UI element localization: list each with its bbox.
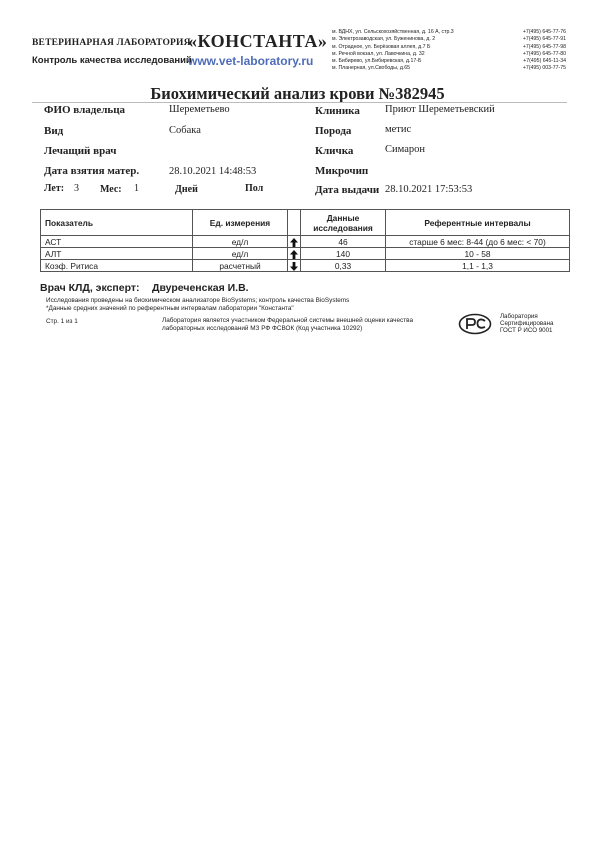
up-arrow-icon bbox=[290, 250, 298, 259]
expert-doctor-label: Врач КЛД, эксперт: bbox=[40, 282, 140, 294]
row-reference: 1,1 - 1,3 bbox=[386, 260, 570, 272]
table-row bbox=[41, 248, 570, 260]
issue-date-value: 28.10.2021 17:53:53 bbox=[385, 184, 473, 195]
address-row bbox=[332, 51, 566, 58]
up-arrow-icon bbox=[290, 238, 298, 247]
address-text: м. Электрозаводская, ул. Буженинова, д. 2 bbox=[332, 36, 436, 43]
lab-website-link[interactable]: www.vet-laboratory.ru bbox=[188, 54, 314, 68]
species-label: Вид bbox=[44, 125, 64, 137]
species-value: Собака bbox=[169, 125, 201, 136]
phone-text: +7(495) 645-77-98 bbox=[522, 43, 566, 50]
phone-text: +7(495) 003-77-75 bbox=[522, 65, 566, 72]
address-row bbox=[332, 58, 566, 65]
owner-value: Шереметьево bbox=[169, 104, 230, 115]
nickname-value: Симарон bbox=[385, 144, 425, 155]
phone-text: +7(495) 645-77-80 bbox=[522, 50, 566, 57]
lab-type-text: ВЕТЕРИНАРНАЯ ЛАБОРАТОРИЯ bbox=[32, 38, 191, 48]
sample-date-label: Дата взятия матер. bbox=[44, 165, 140, 177]
row-indicator: АСТ bbox=[41, 236, 193, 248]
phone-text: +7(495) 645-77-91 bbox=[522, 36, 566, 43]
header-data: Данные исследования bbox=[301, 210, 386, 236]
owner-label: ФИО владельца bbox=[44, 104, 126, 116]
address-text: м. Речной вокзал, ул. Лавочкина, д. 32 bbox=[332, 50, 425, 57]
phone-text: +7(495) 645-11-34 bbox=[523, 58, 566, 65]
header-unit: Ед. измерения bbox=[193, 210, 288, 236]
address-text: м. Бибирево, ул.Бибиревская, д.17-Б bbox=[332, 58, 422, 65]
row-indicator: Коэф. Ритиса bbox=[41, 260, 193, 272]
nickname-label: Кличка bbox=[315, 145, 354, 157]
certification-text bbox=[500, 313, 553, 335]
expert-doctor-name: Двуреченская И.В. bbox=[152, 282, 249, 294]
breed-label: Порода bbox=[315, 125, 352, 137]
table-header-row bbox=[41, 210, 570, 236]
fsvok-membership-note: Лаборатория является участником Федеральной системы внешней оценки качества лабораторных исследований МЗ РФ ФСВОК (Код участника 10292) bbox=[162, 317, 414, 332]
clinic-value: Приют Шереметьевский bbox=[385, 104, 495, 115]
breed-value: метис bbox=[385, 124, 412, 135]
row-indicator: АЛТ bbox=[41, 248, 193, 260]
page-number: Стр. 1 из 1 bbox=[46, 318, 78, 325]
cert-line: ГОСТ Р ИСО 9001 bbox=[500, 327, 553, 335]
row-flag bbox=[288, 260, 301, 272]
row-unit: ед/л bbox=[193, 248, 288, 260]
sample-date-value: 28.10.2021 14:48:53 bbox=[169, 166, 257, 177]
lab-subtitle: Контроль качества исследований bbox=[32, 55, 192, 66]
attending-doctor-label: Лечащий врач bbox=[44, 145, 117, 157]
row-unit: ед/л bbox=[193, 236, 288, 248]
header-reference: Референтные интервалы bbox=[386, 210, 570, 236]
reference-note: *Данные средних значений по референтным интервалам лаборатории "Константа" bbox=[46, 305, 294, 312]
address-row bbox=[332, 29, 566, 36]
address-text: м. Планерная, ул.Свободы, д.65 bbox=[332, 65, 411, 72]
down-arrow-icon bbox=[290, 262, 298, 271]
header-flag bbox=[288, 210, 301, 236]
address-list bbox=[332, 29, 566, 73]
issue-date-label: Дата выдачи bbox=[315, 184, 380, 196]
row-flag bbox=[288, 248, 301, 260]
address-text: м. Отрадное, ул. Берёзовая аллея, д.7 Б bbox=[332, 43, 431, 50]
table-row bbox=[41, 260, 570, 272]
years-value: 3 bbox=[74, 183, 79, 194]
days-label: Дней bbox=[175, 184, 198, 195]
sex-label: Пол bbox=[245, 183, 264, 194]
row-reference: 10 - 58 bbox=[386, 248, 570, 260]
cert-line: Лаборатория bbox=[500, 313, 538, 320]
months-label: Мес: bbox=[100, 184, 122, 195]
row-value: 0,33 bbox=[301, 260, 386, 272]
phone-text: +7(495) 645-77-76 bbox=[522, 29, 566, 35]
months-value: 1 bbox=[134, 183, 139, 194]
row-unit: расчетный bbox=[193, 260, 288, 272]
address-row bbox=[332, 44, 566, 51]
document-title: Биохимический анализ крови №382945 bbox=[150, 84, 445, 103]
row-flag bbox=[288, 236, 301, 248]
lab-name: «КОНСТАНТА» bbox=[188, 31, 328, 51]
results-table bbox=[40, 209, 570, 272]
address-row bbox=[332, 65, 566, 72]
address-row bbox=[332, 36, 566, 43]
years-label: Лет: bbox=[44, 183, 65, 194]
row-value: 46 bbox=[301, 236, 386, 248]
table-row bbox=[41, 236, 570, 248]
title-divider bbox=[32, 102, 567, 103]
analyzer-note: Исследования проведены на биохимическом анализаторе BioSystems; контроль качества BioSystems bbox=[46, 297, 350, 304]
address-text: м. ВДНХ, ул. Сельскохозяйственная, д. 16 А, стр.3 bbox=[332, 29, 454, 35]
cert-line: Сертифицирована bbox=[500, 320, 554, 328]
row-value: 140 bbox=[301, 248, 386, 260]
header-indicator: Показатель bbox=[41, 210, 193, 236]
clinic-label: Клиника bbox=[315, 105, 360, 117]
microchip-label: Микрочип bbox=[315, 165, 369, 177]
rst-certification-logo bbox=[458, 313, 492, 335]
row-reference: старше 6 мес: 8-44 (до 6 мес: < 70) bbox=[386, 236, 570, 248]
